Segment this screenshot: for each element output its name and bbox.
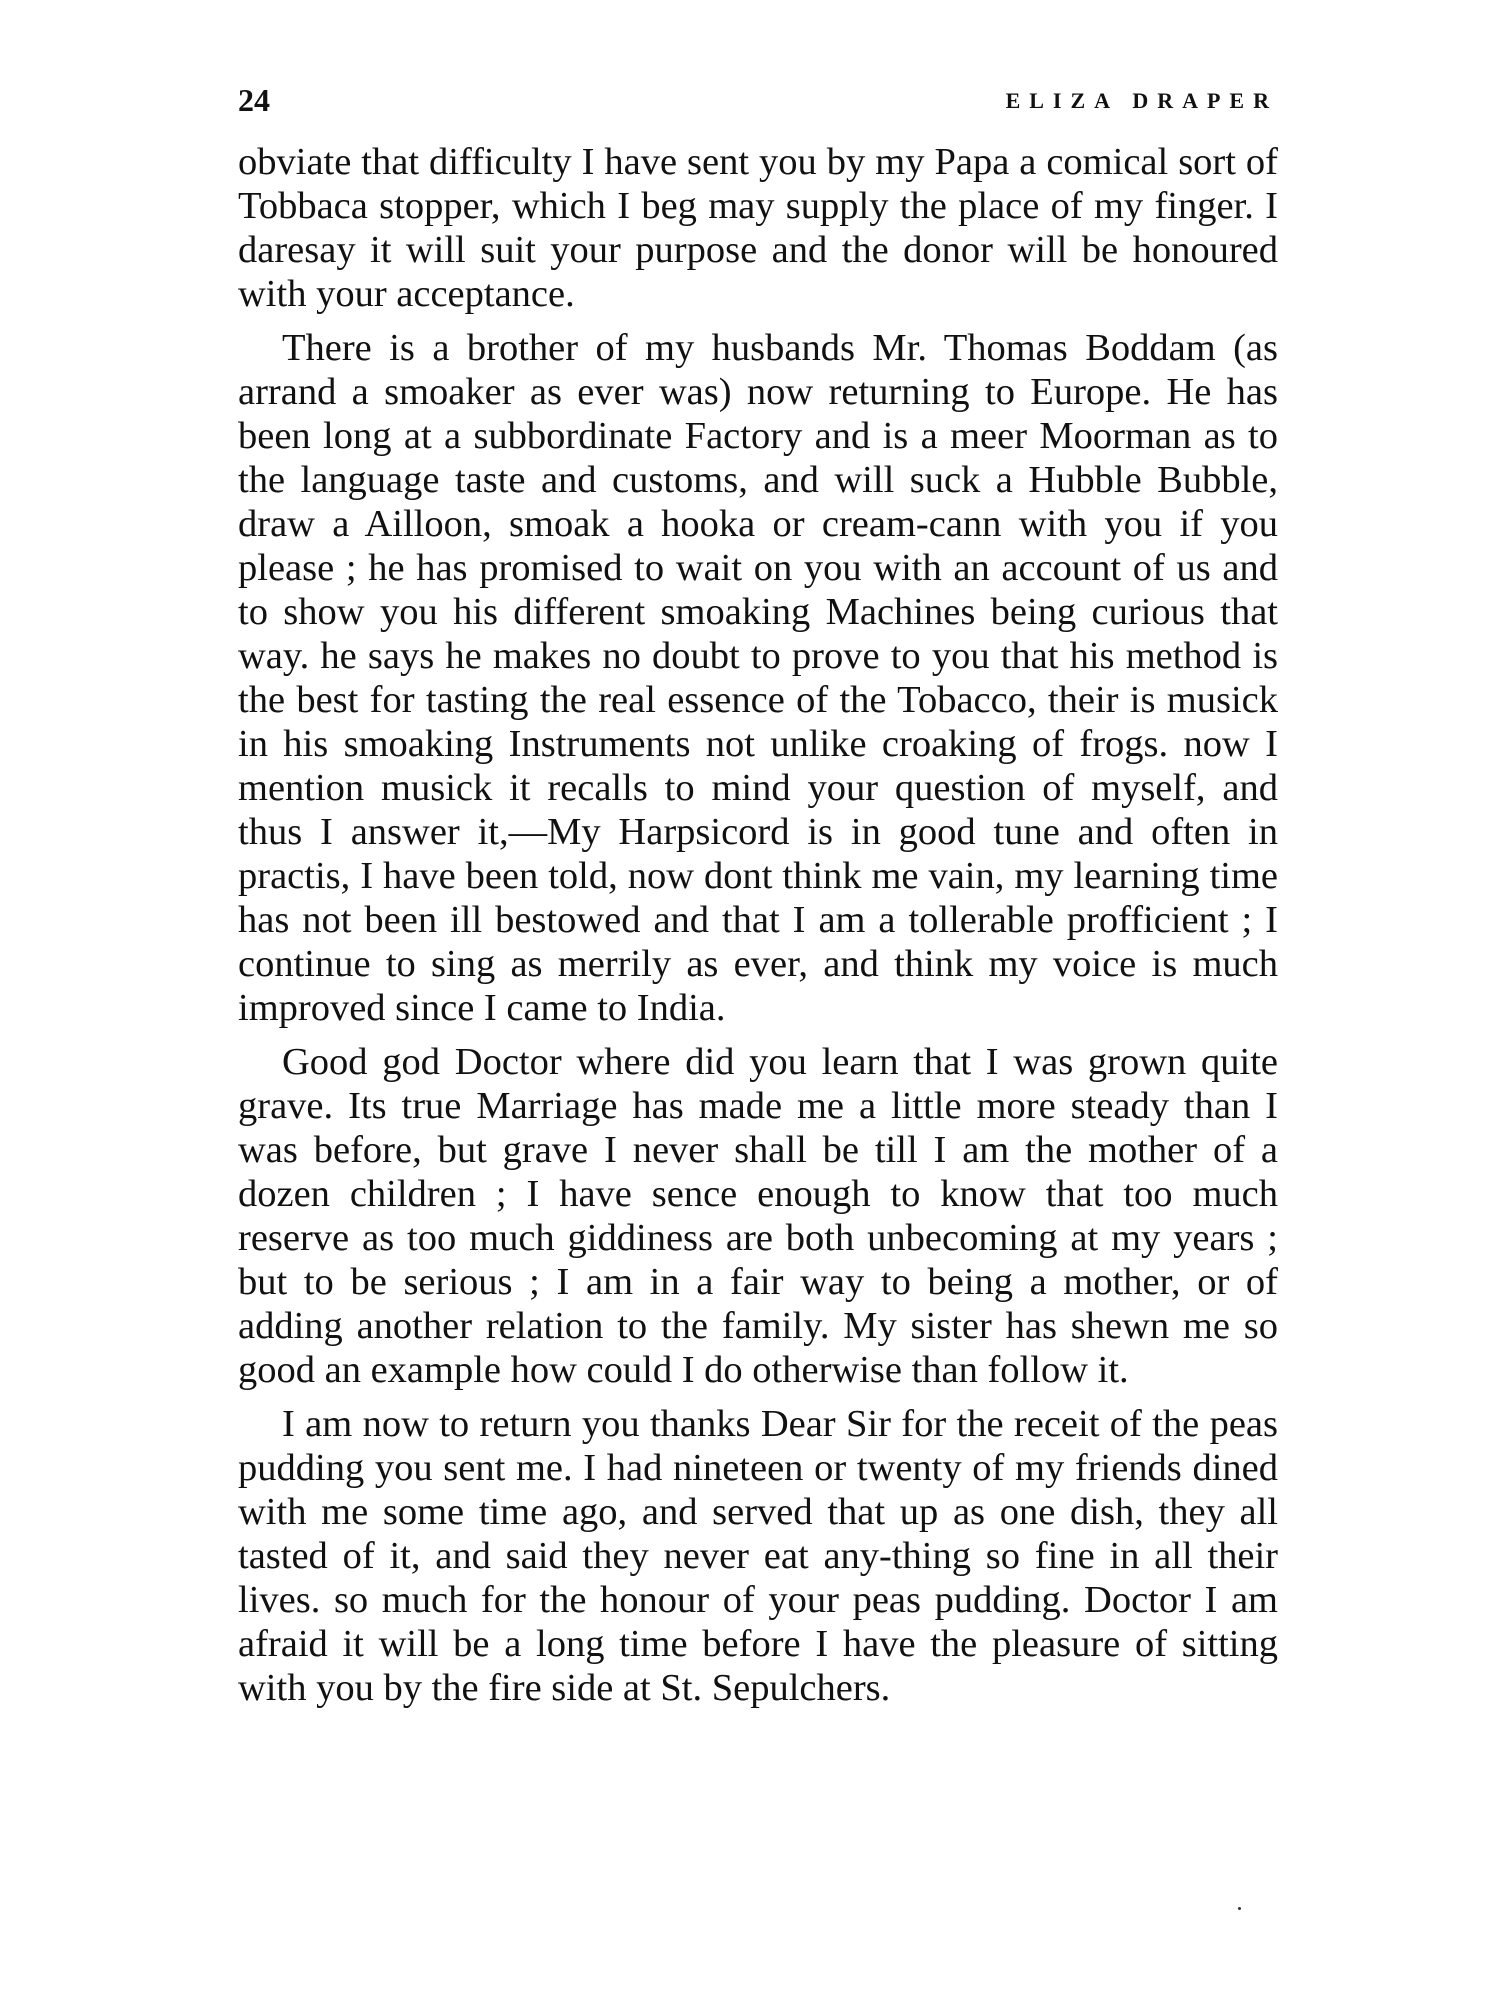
page-header: [238, 82, 1278, 122]
paragraph-continued: obviate that difficulty I have sent you by my Papa a comical sort of Tobbaca stopper, which I beg may supply the place of my finger. I daresay it will suit your purpose and the donor will be honoured with your acceptance.: [238, 141, 1278, 315]
running-head: ELIZA DRAPER: [1005, 88, 1278, 113]
page-number: 24: [238, 82, 270, 118]
letter-body: [238, 140, 1278, 1710]
paragraph-pudding: I am now to return you thanks Dear Sir for the receit of the peas pudding you sent me. I had nineteen or twenty of my friends dined with me some time ago, and served that up as one dish, they all tasted of it, and said they never eat any-thing so fine in all their lives. so much for the honour of your peas pudding. Doctor I am afraid it will be a long time before I have the pleasure of sitting with you by the fire side at St. Sepulchers.: [238, 1403, 1278, 1709]
paragraph-grave: Good god Doctor where did you learn that I was grown quite grave. Its true Marriage has made me a little more steady than I was before, but grave I never shall be till I am the mother of a dozen children ; I have sence enough to know that too much reserve as too much giddiness are both unbecoming at my years ; but to be serious ; I am in a fair way to being a mother, or of adding another relation to the family. My sister has shewn me so good an example how could I do otherwise than follow it.: [238, 1041, 1278, 1391]
print-speck: [1238, 1907, 1241, 1910]
paragraph-boddam: There is a brother of my husbands Mr. Thomas Boddam (as arrand a smoaker as ever was) now returning to Europe. He has been long at a subbordinate Factory and is a meer Moorman as to the language taste and customs, and will suck a Hubble Bubble, draw a Ailloon, smoak a hooka or cream-cann with you if you please ; he has promised to wait on you with an account of us and to show you his different smoaking Machines being curious that way. he says he makes no doubt to prove to you that his method is the best for tasting the real essence of the Tobacco, their is musick in his smoaking Instruments not unlike croaking of frogs. now I mention musick it recalls to mind your question of myself, and thus I answer it,—My Harpsicord is in good tune and often in practis, I have been told, now dont think me vain, my learning time has not been ill bestowed and that I am a tollerable profficient ; I continue to sing as merrily as ever, and think my voice is much improved since I came to India.: [238, 327, 1278, 1029]
